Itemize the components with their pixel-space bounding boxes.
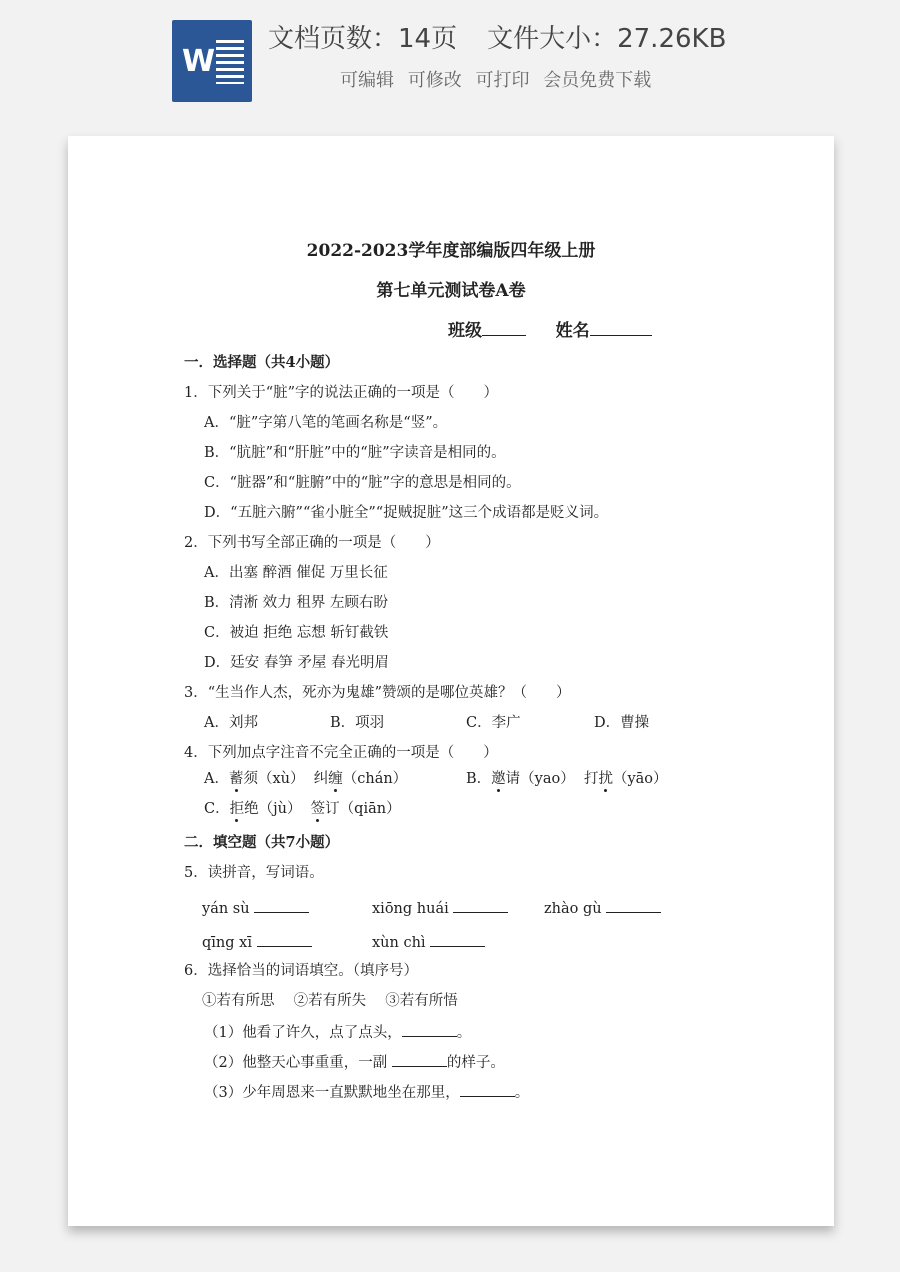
option-label: C． xyxy=(204,801,230,817)
answer-blank xyxy=(402,1022,457,1037)
exam-subtitle: 第七单元测试卷A卷 xyxy=(376,281,526,301)
question-2-option-d: D．廷安 春笋 矛屋 春光明眉 xyxy=(204,655,389,671)
question-1-option-d: D．“五脏六腑”“雀小脏全”“捉贼捉脏”这三个成语都是贬义词。 xyxy=(204,505,609,521)
question-1-option-a: A．“脏”字第八笔的笔画名称是“竖”。 xyxy=(204,415,448,431)
question-3-stem: 3．“生当作人杰，死亦为鬼雄”赞颂的是哪位英雄？（ ） xyxy=(184,685,571,701)
pinyin-text: （yāo） xyxy=(612,771,668,787)
name-blank xyxy=(590,319,652,336)
question-6-choices: ①若有所思 ②若有所失 ③若有所悟 xyxy=(202,993,458,1009)
question-3-option-c: C．李广 xyxy=(466,715,521,731)
pinyin-text: yán sù xyxy=(202,901,250,917)
sentence-text: 的样子。 xyxy=(446,1055,505,1071)
pinyin-text: xiōng huái xyxy=(372,901,449,917)
question-1-stem: 1．下列关于“脏”字的说法正确的一项是（ ） xyxy=(184,385,499,401)
pinyin-item xyxy=(202,932,312,952)
feature-member-free: 会员免费下载 xyxy=(543,70,652,91)
pinyin-text: 绝（jù） xyxy=(244,801,302,817)
sentence-text: （1）他看了许久，点了点头， xyxy=(204,1025,402,1041)
question-4-stem: 4．下列加点字注音不完全正确的一项是（ ） xyxy=(184,745,498,761)
dotted-char: 蓄 xyxy=(228,771,244,787)
question-2-stem: 2．下列书写全部正确的一项是（ ） xyxy=(184,535,440,551)
class-label: 班级 xyxy=(448,321,482,341)
exam-title: 2022-2023学年度部编版四年级上册 xyxy=(306,241,596,261)
question-2-option-b: B．清淅 效力 租界 左顾右盼 xyxy=(204,595,388,611)
answer-blank xyxy=(430,932,485,947)
question-5-stem: 5．读拼音，写词语。 xyxy=(184,865,324,881)
pinyin-item xyxy=(372,932,485,952)
option-label: A． xyxy=(204,771,229,787)
word-logo-letter: W xyxy=(182,44,216,79)
name-label: 姓名 xyxy=(555,321,590,341)
question-1-option-b: B．“肮脏”和“肝脏”中的“脏”字读音是相同的。 xyxy=(204,445,506,461)
plain-char: 打 xyxy=(583,771,599,787)
question-6-stem: 6．选择恰当的词语填空。（填序号） xyxy=(184,963,418,979)
sentence-text: （2）他整天心事重重，一副 xyxy=(204,1055,392,1071)
answer-blank xyxy=(254,898,309,913)
question-1-option-c: C．“脏器”和“脏腑”中的“脏”字的意思是相同的。 xyxy=(204,475,521,491)
question-3-option-a: A．刘邦 xyxy=(204,715,258,731)
question-3-option-b: B．项羽 xyxy=(330,715,385,731)
dotted-char: 拒 xyxy=(229,801,245,817)
answer-blank xyxy=(257,932,312,947)
question-6-sentence-1 xyxy=(204,1022,471,1042)
page-count: 文档页数：14页 xyxy=(268,24,458,54)
section-fill-heading: 二．填空题（共7小题） xyxy=(184,834,340,851)
feature-list xyxy=(340,66,659,92)
question-2-option-c: C．被迫 拒绝 忘想 斩钉截铁 xyxy=(204,625,389,641)
sentence-text: 。 xyxy=(514,1085,530,1101)
pinyin-text: xùn chì xyxy=(372,935,426,951)
file-size: 文件大小：27.26KB xyxy=(487,24,727,54)
feature-printable: 可打印 xyxy=(475,70,530,91)
dotted-char: 签 xyxy=(310,801,326,817)
question-4-option-a xyxy=(204,770,407,788)
pinyin-text: 订（qiān） xyxy=(325,801,401,817)
feature-modifiable: 可修改 xyxy=(407,70,462,91)
question-4-option-b xyxy=(466,770,668,788)
word-logo-lines xyxy=(216,40,244,84)
dotted-char: 邀 xyxy=(491,771,506,787)
pinyin-text: 须（xù） xyxy=(243,771,305,787)
sentence-text: （3）少年周恩来一直默默地坐在那里， xyxy=(204,1085,460,1101)
word-document-icon xyxy=(172,20,252,102)
question-2-option-a: A．出塞 醉酒 催促 万里长征 xyxy=(204,565,388,581)
class-name-line xyxy=(448,316,652,341)
question-4-option-c xyxy=(204,800,401,818)
sentence-text: 。 xyxy=(456,1025,472,1041)
question-3-option-d: D．曹操 xyxy=(594,715,650,731)
section-choice-heading: 一．选择题（共4小题） xyxy=(184,354,340,371)
question-6-sentence-3 xyxy=(204,1082,529,1102)
dotted-char: 扰 xyxy=(598,771,613,787)
pinyin-item xyxy=(202,898,309,918)
question-6-sentence-2 xyxy=(204,1052,505,1072)
document-page xyxy=(68,136,834,1226)
pinyin-text: 请（yao） xyxy=(505,771,575,787)
plain-char: 纠 xyxy=(313,771,329,787)
pinyin-text: zhào gù xyxy=(544,901,602,917)
pinyin-text: qīng xī xyxy=(202,935,252,951)
feature-editable: 可编辑 xyxy=(340,70,394,91)
pinyin-item xyxy=(544,898,661,918)
answer-blank xyxy=(453,898,508,913)
document-info-header xyxy=(0,0,900,120)
pinyin-item xyxy=(372,898,508,918)
answer-blank xyxy=(392,1052,447,1067)
class-blank xyxy=(482,319,526,336)
option-label: B． xyxy=(466,771,492,787)
pinyin-text: （chán） xyxy=(342,771,408,787)
document-stats xyxy=(268,18,726,55)
answer-blank xyxy=(460,1082,515,1097)
answer-blank xyxy=(606,898,661,913)
dotted-char: 缠 xyxy=(328,771,343,787)
